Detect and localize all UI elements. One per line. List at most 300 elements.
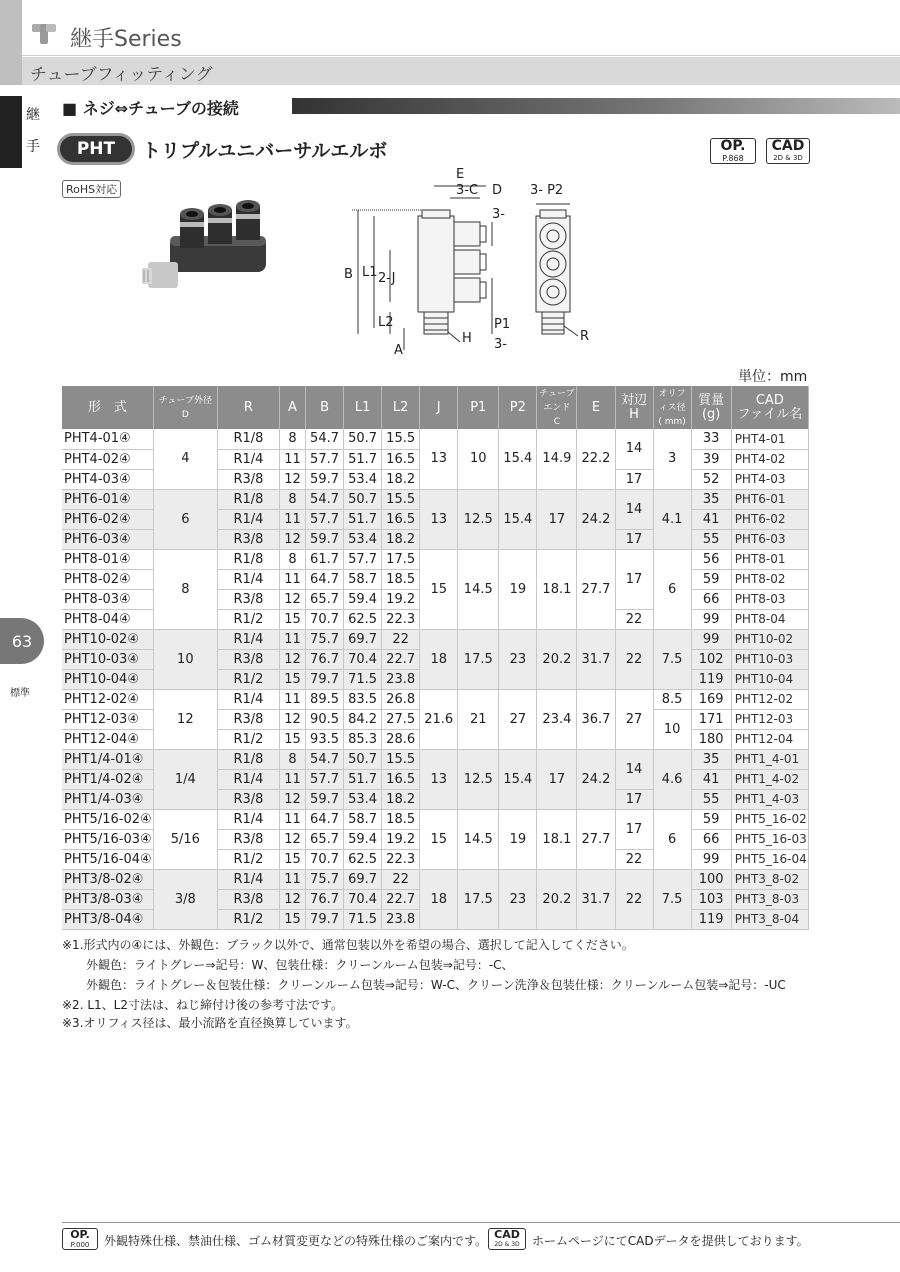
- dim-l2-cell: 27.5: [382, 709, 420, 729]
- orifice-cell: 4.6: [653, 749, 691, 809]
- dim-b-cell: 61.7: [306, 549, 344, 569]
- dim-l1-cell: 50.7: [344, 429, 382, 449]
- cad-file-cell: PHT6-02: [731, 509, 808, 529]
- model-cell: PHT1/4-01④: [62, 749, 153, 769]
- mass-cell: 119: [691, 669, 731, 689]
- model-cell: PHT4-01④: [62, 429, 153, 449]
- model-cell: PHT4-02④: [62, 449, 153, 469]
- mass-cell: 100: [691, 869, 731, 889]
- mass-cell: 99: [691, 849, 731, 869]
- dim-l2-cell: 28.6: [382, 729, 420, 749]
- hex-size-cell: 22: [615, 869, 653, 929]
- orifice-cell: 7.5: [653, 629, 691, 689]
- dim-l1-cell: 62.5: [344, 849, 382, 869]
- dim-a-cell: 12: [279, 529, 305, 549]
- dim-b-cell: 64.7: [306, 569, 344, 589]
- table-group: [62, 489, 809, 549]
- tube-od-cell: 3/8: [153, 869, 217, 929]
- dim-j-cell: 18: [420, 629, 458, 689]
- column-header: 対辺 H: [615, 386, 653, 429]
- dim-j-cell: 13: [420, 429, 458, 489]
- dim-p1-cell: 21: [458, 689, 499, 749]
- model-cell: PHT5/16-04④: [62, 849, 153, 869]
- cad-file-cell: PHT5_16-03: [731, 829, 808, 849]
- section-heading: ■ ネジ⇔チューブの接続: [62, 99, 239, 118]
- orifice-cell: 10: [653, 709, 691, 749]
- cad-file-cell: PHT3_8-03: [731, 889, 808, 909]
- hex-size-cell: 27: [615, 689, 653, 749]
- dim-b-cell: 79.7: [306, 909, 344, 929]
- dim-b-cell: 65.7: [306, 589, 344, 609]
- dim-l2-cell: 23.8: [382, 909, 420, 929]
- thread-cell: R1/8: [217, 429, 279, 449]
- note-1b: 外観色：ライトグレー＆包装仕様：クリーンルーム包装⇒記号：W-C、クリーン洗浄＆包装仕様：クリーンルーム包装⇒記号：-UC: [86, 978, 786, 992]
- mass-cell: 35: [691, 749, 731, 769]
- tube-end-cell: 18.1: [537, 549, 577, 629]
- model-cell: PHT1/4-02④: [62, 769, 153, 789]
- cad-badge[interactable]: [766, 138, 810, 164]
- tube-end-cell: 23.4: [537, 689, 577, 749]
- dim-l1-cell: 58.7: [344, 809, 382, 829]
- dim-a-cell: 12: [279, 469, 305, 489]
- thread-cell: R1/8: [217, 549, 279, 569]
- model-cell: PHT10-03④: [62, 649, 153, 669]
- dim-e-cell: 24.2: [577, 749, 615, 809]
- mass-cell: 52: [691, 469, 731, 489]
- cad-file-cell: PHT4-03: [731, 469, 808, 489]
- dim-b-cell: 64.7: [306, 809, 344, 829]
- cad-file-cell: PHT1_4-02: [731, 769, 808, 789]
- hex-size-cell: 17: [615, 469, 653, 489]
- dim-b-cell: 76.7: [306, 889, 344, 909]
- footer-rule: [62, 1222, 900, 1223]
- dim-j-cell: 15: [420, 809, 458, 869]
- dim-p2-cell: 19: [499, 549, 537, 629]
- cad-file-cell: PHT10-02: [731, 629, 808, 649]
- dim-b-cell: 90.5: [306, 709, 344, 729]
- orifice-cell: 6: [653, 809, 691, 869]
- tube-od-cell: 8: [153, 549, 217, 629]
- dim-l1-cell: 50.7: [344, 749, 382, 769]
- dim-p2-cell: 15.4: [499, 489, 537, 549]
- footer-op-main: OP.: [70, 1228, 90, 1241]
- dim-b-cell: 59.7: [306, 469, 344, 489]
- dim-l1-cell: 51.7: [344, 449, 382, 469]
- dim-l1-cell: 69.7: [344, 869, 382, 889]
- tube-end-cell: 17: [537, 749, 577, 809]
- cad-file-cell: PHT3_8-04: [731, 909, 808, 929]
- dim-a-cell: 15: [279, 849, 305, 869]
- dim-l1-cell: 71.5: [344, 669, 382, 689]
- dim-p2-cell: 15.4: [499, 749, 537, 809]
- mass-cell: 41: [691, 769, 731, 789]
- mass-cell: 180: [691, 729, 731, 749]
- footer-cad-sub: 2D & 3D: [494, 1241, 520, 1248]
- thread-cell: R3/8: [217, 589, 279, 609]
- thread-cell: R1/8: [217, 489, 279, 509]
- table-row: [62, 629, 809, 649]
- mass-cell: 59: [691, 809, 731, 829]
- thread-cell: R1/4: [217, 809, 279, 829]
- model-cell: PHT3/8-03④: [62, 889, 153, 909]
- mass-cell: 59: [691, 569, 731, 589]
- dim-b-cell: 57.7: [306, 769, 344, 789]
- dim-p2-cell: 23: [499, 869, 537, 929]
- thread-cell: R1/4: [217, 769, 279, 789]
- footer-cad-badge[interactable]: [488, 1228, 526, 1250]
- orifice-cell: 8.5: [653, 689, 691, 709]
- dim-l2-cell: 18.2: [382, 789, 420, 809]
- thread-cell: R3/8: [217, 709, 279, 729]
- cad-file-cell: PHT10-04: [731, 669, 808, 689]
- table-group: [62, 429, 809, 489]
- mass-cell: 119: [691, 909, 731, 929]
- model-cell: PHT5/16-03④: [62, 829, 153, 849]
- product-name: トリプルユニバーサルエルボ: [142, 140, 388, 162]
- column-header: CAD ファイル名: [731, 386, 808, 429]
- hex-size-cell: 22: [615, 849, 653, 869]
- model-cell: PHT8-03④: [62, 589, 153, 609]
- cad-file-cell: PHT4-01: [731, 429, 808, 449]
- dim-j-cell: 15: [420, 549, 458, 629]
- dim-a-cell: 11: [279, 569, 305, 589]
- dim-l2-cell: 22: [382, 869, 420, 889]
- page-label: 標準: [10, 688, 30, 699]
- dim-b-cell: 59.7: [306, 789, 344, 809]
- hex-size-cell: 17: [615, 809, 653, 849]
- cad-file-cell: PHT5_16-04: [731, 849, 808, 869]
- model-cell: PHT8-04④: [62, 609, 153, 629]
- thread-cell: R1/4: [217, 449, 279, 469]
- tube-end-cell: 20.2: [537, 869, 577, 929]
- dim-a-cell: 12: [279, 829, 305, 849]
- side-tab-char: 手: [26, 139, 40, 155]
- dim-a-cell: 15: [279, 609, 305, 629]
- cad-file-cell: PHT8-01: [731, 549, 808, 569]
- dim-b-cell: 57.7: [306, 509, 344, 529]
- dim-l2-cell: 15.5: [382, 749, 420, 769]
- orifice-cell: 3: [653, 429, 691, 489]
- model-cell: PHT6-01④: [62, 489, 153, 509]
- dim-l1-cell: 51.7: [344, 769, 382, 789]
- dim-a-cell: 8: [279, 489, 305, 509]
- rohs-badge: RoHS対応: [62, 180, 121, 198]
- table-group: [62, 749, 809, 809]
- dim-label-3c: 3-C: [456, 183, 479, 198]
- table-group: [62, 549, 809, 629]
- dim-label-p1: P1: [494, 317, 511, 332]
- table-row: [62, 689, 809, 709]
- dim-l1-cell: 70.4: [344, 649, 382, 669]
- dim-e-cell: 31.7: [577, 869, 615, 929]
- column-header: L2: [382, 386, 420, 429]
- hex-size-cell: 14: [615, 429, 653, 469]
- dim-label-3p2: 3- P2: [530, 183, 564, 198]
- dim-b-cell: 59.7: [306, 529, 344, 549]
- model-cell: PHT10-04④: [62, 669, 153, 689]
- dim-a-cell: 12: [279, 789, 305, 809]
- tube-od-cell: 4: [153, 429, 217, 489]
- page-number-tab: 63: [0, 618, 44, 664]
- model-cell: PHT3/8-04④: [62, 909, 153, 929]
- thread-cell: R1/4: [217, 629, 279, 649]
- mass-cell: 99: [691, 629, 731, 649]
- side-category-tab: [0, 96, 22, 168]
- fitting-logo-icon: [30, 18, 60, 48]
- mass-cell: 99: [691, 609, 731, 629]
- table-group: [62, 869, 809, 929]
- dim-b-cell: 57.7: [306, 449, 344, 469]
- tube-end-cell: 20.2: [537, 629, 577, 689]
- tube-od-cell: 5/16: [153, 809, 217, 869]
- dim-l1-cell: 57.7: [344, 549, 382, 569]
- column-header: チューブ外径 D: [153, 386, 217, 429]
- dim-b-cell: 70.7: [306, 849, 344, 869]
- column-header: オリフィス径 ( mm): [653, 386, 691, 429]
- thread-cell: R1/2: [217, 909, 279, 929]
- section-rule: [292, 98, 900, 114]
- mass-cell: 35: [691, 489, 731, 509]
- dim-l1-cell: 58.7: [344, 569, 382, 589]
- dim-p2-cell: 15.4: [499, 429, 537, 489]
- mass-cell: 171: [691, 709, 731, 729]
- model-cell: PHT8-01④: [62, 549, 153, 569]
- cad-file-cell: PHT8-02: [731, 569, 808, 589]
- dim-b-cell: 79.7: [306, 669, 344, 689]
- dim-b-cell: 75.7: [306, 869, 344, 889]
- dim-a-cell: 11: [279, 509, 305, 529]
- model-cell: PHT3/8-02④: [62, 869, 153, 889]
- dim-p2-cell: 19: [499, 809, 537, 869]
- tube-od-cell: 6: [153, 489, 217, 549]
- thread-cell: R1/4: [217, 569, 279, 589]
- dim-p2-cell: 23: [499, 629, 537, 689]
- table-row: [62, 869, 809, 889]
- dim-a-cell: 12: [279, 589, 305, 609]
- thread-cell: R1/8: [217, 749, 279, 769]
- orifice-cell: 7.5: [653, 869, 691, 929]
- dim-a-cell: 15: [279, 669, 305, 689]
- tube-od-cell: 12: [153, 689, 217, 749]
- dim-j-cell: 13: [420, 489, 458, 549]
- thread-cell: R1/2: [217, 849, 279, 869]
- thread-cell: R1/4: [217, 509, 279, 529]
- hex-size-cell: 14: [615, 749, 653, 789]
- dim-p1-cell: 12.5: [458, 749, 499, 809]
- column-header: R: [217, 386, 279, 429]
- dim-l2-cell: 22.3: [382, 849, 420, 869]
- dim-j-cell: 18: [420, 869, 458, 929]
- dim-l2-cell: 26.8: [382, 689, 420, 709]
- dim-p1-cell: 14.5: [458, 809, 499, 869]
- note-1: ※1.形式内の④には、外観色：ブラック以外で、通常包装以外を希望の場合、選択して記入してください。: [62, 938, 634, 952]
- dim-a-cell: 12: [279, 889, 305, 909]
- table-row: [62, 429, 809, 449]
- mass-cell: 66: [691, 829, 731, 849]
- cad-file-cell: PHT12-03: [731, 709, 808, 729]
- cad-file-cell: PHT3_8-02: [731, 869, 808, 889]
- cad-file-cell: PHT6-03: [731, 529, 808, 549]
- table-group: [62, 629, 809, 689]
- dim-a-cell: 11: [279, 449, 305, 469]
- thread-cell: R3/8: [217, 789, 279, 809]
- dim-e-cell: 24.2: [577, 489, 615, 549]
- footer-op-badge[interactable]: [62, 1228, 98, 1250]
- mass-cell: 102: [691, 649, 731, 669]
- dim-l1-cell: 59.4: [344, 589, 382, 609]
- cad-file-cell: PHT12-02: [731, 689, 808, 709]
- hex-size-cell: 14: [615, 489, 653, 529]
- dim-label-l2: L2: [378, 315, 394, 330]
- dim-a-cell: 11: [279, 769, 305, 789]
- mass-cell: 103: [691, 889, 731, 909]
- mass-cell: 56: [691, 549, 731, 569]
- dim-l1-cell: 50.7: [344, 489, 382, 509]
- series-title: 継手Series: [70, 27, 182, 52]
- table-row: [62, 549, 809, 569]
- mass-cell: 66: [691, 589, 731, 609]
- dim-l1-cell: 70.4: [344, 889, 382, 909]
- dim-a-cell: 12: [279, 649, 305, 669]
- cad-file-cell: PHT8-04: [731, 609, 808, 629]
- model-cell: PHT4-03④: [62, 469, 153, 489]
- dim-label-d: D: [492, 183, 503, 198]
- dim-p1-cell: 12.5: [458, 489, 499, 549]
- model-cell: PHT6-02④: [62, 509, 153, 529]
- dim-l2-cell: 22: [382, 629, 420, 649]
- tube-od-cell: 1/4: [153, 749, 217, 809]
- dim-l1-cell: 71.5: [344, 909, 382, 929]
- mass-cell: 33: [691, 429, 731, 449]
- model-cell: PHT1/4-03④: [62, 789, 153, 809]
- cad-badge-main: CAD: [771, 138, 805, 154]
- dim-b-cell: 76.7: [306, 649, 344, 669]
- dim-l1-cell: 59.4: [344, 829, 382, 849]
- tube-end-cell: 17: [537, 489, 577, 549]
- note-2: ※2. L1、L2寸法は、ねじ締付け後の参考寸法です。: [62, 998, 344, 1012]
- dim-e-cell: 27.7: [577, 549, 615, 629]
- dim-a-cell: 8: [279, 549, 305, 569]
- dim-p1-cell: 17.5: [458, 869, 499, 929]
- dim-l1-cell: 83.5: [344, 689, 382, 709]
- dim-l2-cell: 18.5: [382, 569, 420, 589]
- orifice-cell: 4.1: [653, 489, 691, 549]
- dim-l2-cell: 23.8: [382, 669, 420, 689]
- dim-j-cell: 21.6: [420, 689, 458, 749]
- column-header: 形 式: [62, 386, 153, 429]
- mass-cell: 39: [691, 449, 731, 469]
- dim-a-cell: 15: [279, 909, 305, 929]
- dim-l2-cell: 16.5: [382, 449, 420, 469]
- unit-label: 単位：mm: [738, 369, 808, 385]
- cad-file-cell: PHT10-03: [731, 649, 808, 669]
- note-1a: 外観色：ライトグレー⇒記号：W、包装仕様：クリーンルーム包装⇒記号：-C、: [86, 958, 514, 972]
- header-strip: [0, 0, 22, 85]
- cad-file-cell: PHT4-02: [731, 449, 808, 469]
- dim-a-cell: 8: [279, 749, 305, 769]
- tube-end-cell: 14.9: [537, 429, 577, 489]
- table-row: [62, 809, 809, 829]
- dim-label-b: B: [344, 267, 353, 282]
- dim-b-cell: 54.7: [306, 429, 344, 449]
- model-cell: PHT10-02④: [62, 629, 153, 649]
- dim-l2-cell: 16.5: [382, 769, 420, 789]
- dim-a-cell: 11: [279, 689, 305, 709]
- hex-size-cell: 17: [615, 789, 653, 809]
- dim-label-2j: 2-J: [378, 271, 396, 286]
- dim-label-3-bottom: 3-: [494, 337, 507, 352]
- op-badge[interactable]: [710, 138, 756, 164]
- thread-cell: R1/4: [217, 689, 279, 709]
- table-group: [62, 689, 809, 749]
- dim-label-h: H: [462, 331, 472, 346]
- thread-cell: R3/8: [217, 829, 279, 849]
- cad-file-cell: PHT1_4-03: [731, 789, 808, 809]
- dim-l2-cell: 16.5: [382, 509, 420, 529]
- column-header: E: [577, 386, 615, 429]
- cad-file-cell: PHT8-03: [731, 589, 808, 609]
- thread-cell: R1/2: [217, 729, 279, 749]
- thread-cell: R1/4: [217, 869, 279, 889]
- dim-l2-cell: 15.5: [382, 429, 420, 449]
- dim-label-r: R: [580, 329, 590, 344]
- column-header: L1: [344, 386, 382, 429]
- dim-a-cell: 15: [279, 729, 305, 749]
- dim-b-cell: 75.7: [306, 629, 344, 649]
- dim-label-l1: L1: [362, 265, 378, 280]
- cad-badge-sub: 2D & 3D: [773, 154, 803, 162]
- orifice-cell: 6: [653, 549, 691, 629]
- footer-op-text: 外観特殊仕様、禁油仕様、ゴム材質変更などの特殊仕様のご案内です。: [104, 1234, 488, 1248]
- dim-label-3-top: 3-: [492, 207, 505, 222]
- product-badge: PHT: [60, 136, 132, 162]
- dim-l1-cell: 69.7: [344, 629, 382, 649]
- thread-cell: R3/8: [217, 649, 279, 669]
- column-header: A: [279, 386, 305, 429]
- dim-b-cell: 54.7: [306, 749, 344, 769]
- cad-file-cell: PHT6-01: [731, 489, 808, 509]
- dim-a-cell: 11: [279, 809, 305, 829]
- mass-cell: 55: [691, 789, 731, 809]
- dim-j-cell: 13: [420, 749, 458, 809]
- dim-l1-cell: 53.4: [344, 529, 382, 549]
- dimension-drawing: [340, 160, 620, 360]
- thread-cell: R1/2: [217, 669, 279, 689]
- dim-b-cell: 54.7: [306, 489, 344, 509]
- table-group: [62, 809, 809, 869]
- table-row: [62, 489, 809, 509]
- dim-l1-cell: 85.3: [344, 729, 382, 749]
- hex-size-cell: 22: [615, 609, 653, 629]
- dim-e-cell: 31.7: [577, 629, 615, 689]
- column-header: P1: [458, 386, 499, 429]
- footer-cad-text: ホームページにてCADデータを提供しております。: [532, 1234, 809, 1248]
- dim-label-a: A: [394, 343, 403, 358]
- column-header: J: [420, 386, 458, 429]
- hex-size-cell: 17: [615, 549, 653, 609]
- dim-l2-cell: 19.2: [382, 829, 420, 849]
- dim-b-cell: 70.7: [306, 609, 344, 629]
- column-header: P2: [499, 386, 537, 429]
- dim-l1-cell: 84.2: [344, 709, 382, 729]
- model-cell: PHT12-04④: [62, 729, 153, 749]
- dim-e-cell: 27.7: [577, 809, 615, 869]
- dim-e-cell: 36.7: [577, 689, 615, 749]
- table-row: [62, 749, 809, 769]
- dim-l2-cell: 18.5: [382, 809, 420, 829]
- dim-l1-cell: 51.7: [344, 509, 382, 529]
- dim-l1-cell: 62.5: [344, 609, 382, 629]
